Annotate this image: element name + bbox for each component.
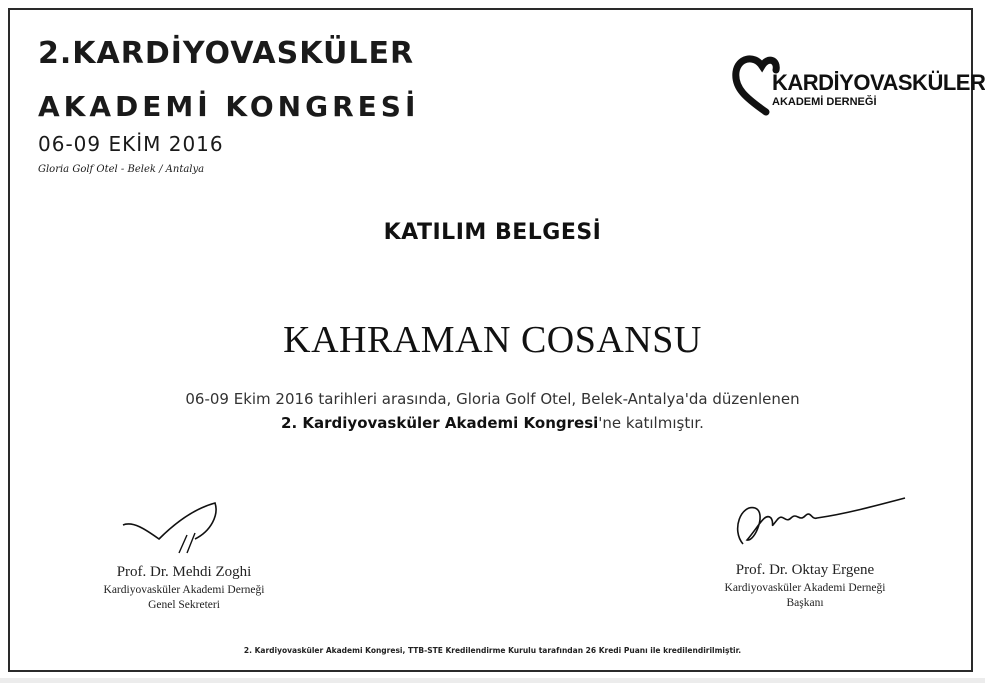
congress-name: 2. Kardiyovasküler Akademi Kongresi [281, 414, 599, 432]
accreditation-footer: 2. Kardiyovasküler Akademi Kongresi, TTB-STE Kredilendirme Kurulu tarafından 26 Kredi Puanı ile kredilendirilmiştir. [243, 646, 742, 655]
signer-left-org: Kardiyovasküler Akademi Derneği [103, 584, 265, 596]
signer-left [84, 564, 284, 611]
congress-dates: 06-09 EKİM 2016 [38, 132, 224, 156]
left-signature [115, 495, 235, 560]
certificate-body-line1: 06-09 Ekim 2016 tarihleri arasında, Gloria Golf Otel, Belek-Antalya'da düzenlenen [185, 390, 800, 408]
congress-venue: Gloria Golf Otel - Belek / Antalya [38, 164, 205, 175]
signer-right-role: Başkanı [786, 597, 824, 609]
signer-right-name: Prof. Dr. Oktay Ergene [735, 562, 875, 578]
signer-left-name: Prof. Dr. Mehdi Zoghi [116, 564, 252, 580]
signer-left-role: Genel Sekreteri [148, 599, 220, 611]
signer-right [700, 562, 910, 609]
congress-title: 2.KARDİYOVASKÜLER [38, 36, 415, 71]
congress-subtitle: AKADEMİ KONGRESİ [38, 90, 420, 123]
page-edge [0, 678, 985, 683]
right-signature [725, 490, 915, 555]
recipient-name: KAHRAMAN COSANSU [283, 319, 702, 361]
logo-subtitle: AKADEMİ DERNEĞİ [772, 96, 877, 108]
certificate-body-line2 [0, 414, 985, 432]
association-logo [732, 52, 985, 120]
logo-title: KARDİYOVASKÜLER [772, 70, 985, 95]
body-suffix: 'ne katılmıştır. [598, 414, 704, 432]
certificate-heading: KATILIM BELGESİ [383, 220, 602, 245]
signer-right-org: Kardiyovasküler Akademi Derneği [724, 582, 886, 594]
